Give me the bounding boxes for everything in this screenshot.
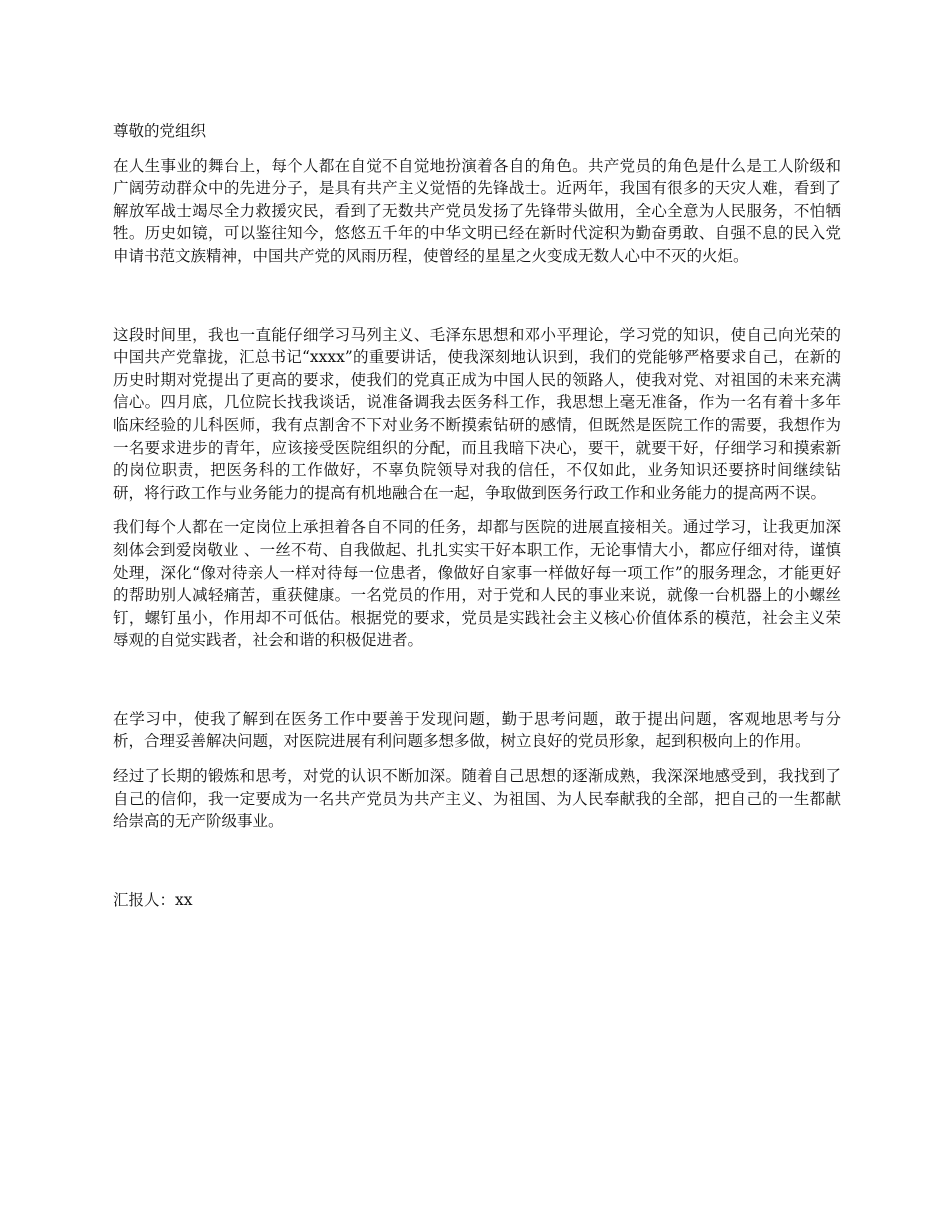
signature: 汇报人：xx xyxy=(113,890,193,909)
paragraph-3: 我们每个人都在一定岗位上承担着各自不同的任务，却都与医院的进展直接相关。通过学习，让我更加深刻体会到爱岗敬业 、一丝不苟、自我做起、扎扎实实干好本职工作，无论事情大小，都应仔细对待，谨慎处理，深化“像对待亲人一样对待每一位患者，像做好自家事一样做好每一项工作”的服务理念，才能更好的帮助别人减轻痛苦，重获健康。一名党员的作用，对于党和人民的事业来说，就像一台机器上的小螺丝钉，螺钉虽小，作用却不可低估。根据党的要求，党员是实践社会主义核心价值体系的模范，社会主义荣辱观的自觉实践者，社会和谐的积极促进者。 xyxy=(113,518,841,650)
paragraph-2: 这段时间里，我也一直能仔细学习马列主义、毛泽东思想和邓小平理论，学习党的知识，使自己向光荣的中国共产党靠拢，汇总书记“xxxx”的重要讲话，使我深刻地认识到，我们的党能够严格要求自己，在新的历史时期对党提出了更高的要求，使我们的党真正成为中国人民的领路人，使我对党、对祖国的未来充满信心。四月底，几位院长找我谈话，说准备调我去医务科工作，我思想上毫无准备，作为一名有着十多年临床经验的儿科医师，我有点割舍不下对业务不断摸索钻研的感情，但既然是医院工作的需要，我想作为一名要求进步的青年，应该接受医院组织的分配，而且我暗下决心，要干，就要干好，仔细学习和摸索新的岗位职责，把医务科的工作做好，不辜负院领导对我的信任，不仅如此，业务知识还要挤时间继续钻研，将行政工作与业务能力的提高有机地融合在一起，争取做到医务行政工作和业务能力的提高两不误。 xyxy=(113,325,841,502)
paragraph-4: 在学习中，使我了解到在医务工作中要善于发现问题，勤于思考问题，敢于提出问题，客观地思考与分析，合理妥善解决问题，对医院进展有利问题多想多做，树立良好的党员形象，起到积极向上的作用。 xyxy=(113,709,841,751)
document-page xyxy=(113,120,841,911)
salutation: 尊敬的党组织 xyxy=(113,122,207,140)
paragraph-5: 经过了长期的锻炼和思考，对党的认识不断加深。随着自己思想的逐渐成熟，我深深地感受到，我找到了自己的信仰，我一定要成为一名共产党员为共产主义、为祖国、为人民奉献我的全部，把自己的一生都献给崇高的无产阶级事业。 xyxy=(113,767,841,831)
paragraph-1: 在人生事业的舞台上，每个人都在自觉不自觉地扮演着各自的角色。共产党员的角色是什么是工人阶级和广阔劳动群众中的先进分子，是具有共产主义觉悟的先锋战士。近两年，我国有很多的天灾人难，看到了解放军战士竭尽全力救援灾民，看到了无数共产党员发扬了先锋带头做用，全心全意为人民服务，不怕牺牲。历史如镜，可以鉴往知今，悠悠五千年的中华文明已经在新时代淀积为勤奋勇敢、自强不息的民入党申请书范文族精神，中国共产党的风雨历程，使曾经的星星之火变成无数人心中不灭的火炬。 xyxy=(113,156,841,265)
